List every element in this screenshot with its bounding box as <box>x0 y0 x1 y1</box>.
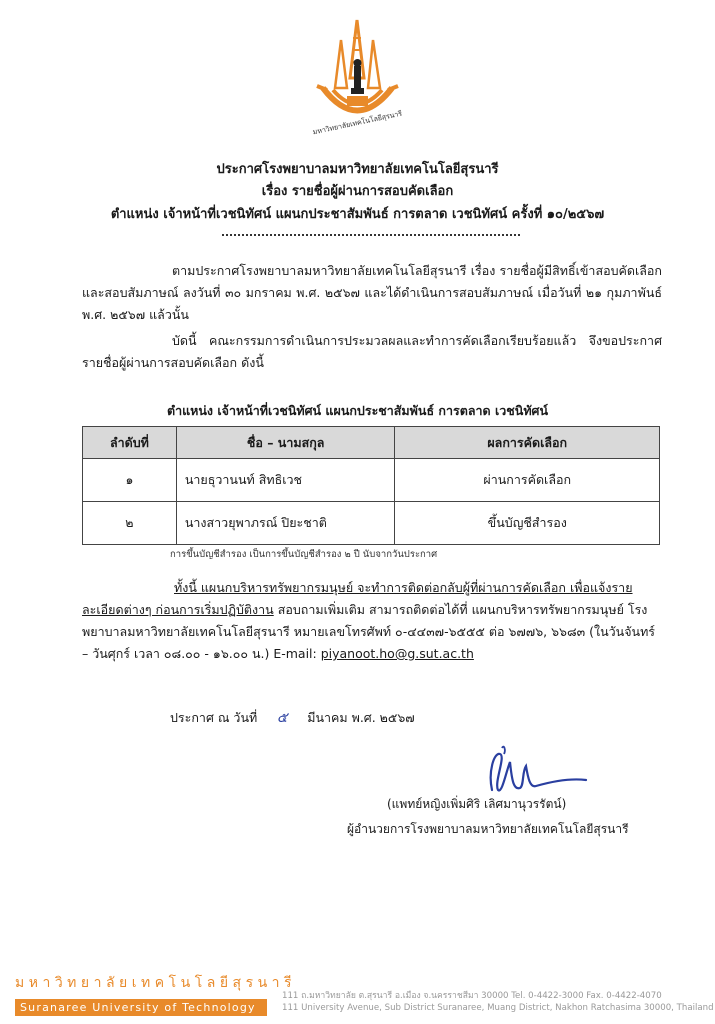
row-number: ๑ <box>83 459 177 502</box>
table-row <box>83 502 660 545</box>
date-day-handwritten: ๕ <box>276 710 288 726</box>
announcement-subject: เรื่อง รายชื่อผู้ผ่านการสอบคัดเลือก <box>261 184 454 199</box>
table-title: ตำแหน่ง เจ้าหน้าที่เวชนิทัศน์ แผนกประชาสัมพันธ์ การตลาด เวชนิทัศน์ <box>166 403 549 418</box>
email-link[interactable]: piyanoot.ho@g.sut.ac.th <box>320 646 474 661</box>
footer-university-thai: มหาวิทยาลัยเทคโนโลยีสุรนารี <box>15 975 297 991</box>
paragraph-contact <box>82 577 662 665</box>
paragraph-result-intro: บัดนี้ คณะกรรมการดำเนินการประมวลผลและทำการคัดเลือกเรียบร้อยแล้ว จึงขอประกาศรายชื่อผู้ผ่านการสอบคัดเลือก ดังนี้ <box>82 333 662 370</box>
table-header-row <box>83 427 660 459</box>
header-name: ชื่อ – นามสกุล <box>176 427 395 459</box>
row-name: นางสาวยุพาภรณ์ ปิยะชาติ <box>176 502 395 545</box>
paragraph-reference: ตามประกาศโรงพยาบาลมหาวิทยาลัยเทคโนโลยีสุรนารี เรื่อง รายชื่อผู้มีสิทธิ์เข้าสอบคัดเลือกและสอบสัมภาษณ์ ลงวันที่ ๓๐ มกราคม พ.ศ. ๒๕๖๗ และได้ดำเนินการสอบสัมภาษณ์ เมื่อวันที่ ๒๑ กุมภาพันธ์ พ.ศ. ๒๕๖๗ แล้วนั้น <box>82 263 662 322</box>
date-prefix: ประกาศ ณ วันที่ <box>170 710 258 725</box>
date-suffix: มีนาคม พ.ศ. ๒๕๖๗ <box>307 710 415 725</box>
table-row <box>83 459 660 502</box>
contact-underlined-text: ทั้งนี้ แผนกบริหารทรัพยากรมนุษย์ จะทำการติดต่อกลับผู้ที่ผ่านการคัดเลือก เพื่อแจ้งรายละเอียดต่างๆ ก่อนการเริ่มปฏิบัติงาน <box>82 580 633 617</box>
results-table <box>82 426 660 545</box>
row-name: นายธุวานนท์ สิทธิเวช <box>176 459 395 502</box>
signatory-name: (แพทย์หญิงเพิ่มศิริ เลิศมานุวรรัตน์) <box>387 797 567 811</box>
announcement-date <box>170 707 415 729</box>
row-result: ผ่านการคัดเลือก <box>395 459 660 502</box>
table-footnote: การขึ้นบัญชีสำรอง เป็นการขึ้นบัญชีสำรอง ๒ ปี นับจากวันประกาศ <box>170 549 438 560</box>
footer-address-english: 111 University Avenue, Sub District Suranaree, Muang District, Nakhon Ratchasima 30000, Thailand <box>282 1003 714 1013</box>
signature-icon <box>480 742 590 802</box>
header-result: ผลการคัดเลือก <box>395 427 660 459</box>
announcement-title: ประกาศโรงพยาบาลมหาวิทยาลัยเทคโนโลยีสุรนารี <box>216 162 499 177</box>
row-number: ๒ <box>83 502 177 545</box>
row-result: ขึ้นบัญชีสำรอง <box>395 502 660 545</box>
logo-caption: มหาวิทยาลัยเทคโนโลยีสุรนารี <box>312 109 403 137</box>
position-title: ตำแหน่ง เจ้าหน้าที่เวชนิทัศน์ แผนกประชาสัมพันธ์ การตลาด เวชนิทัศน์ ครั้งที่ ๑๐/๒๕๖๗ <box>110 207 605 222</box>
header-number: ลำดับที่ <box>83 427 177 459</box>
footer-address-thai: 111 ถ.มหาวิทยาลัย ต.สุรนารี อ.เมือง จ.นครราชสีมา 30000 Tel. 0-4422-3000 Fax. 0-4422-4070 <box>282 991 662 1001</box>
contact-details: สอบถามเพิ่มเติม สามารถติดต่อได้ที่ แผนกบริหารทรัพยากรมนุษย์ โรงพยาบาลมหาวิทยาลัยเทคโนโลยีสุรนารี หมายเลขโทรศัพท์ ๐-๔๔๓๗-๖๕๕๕ ต่อ ๖๗๗๖, ๖๖๘๓ (ในวันจันทร์ – วันศุกร์ เวลา ๐๘.๐๐ - ๑๖.๐๐ น.) E-mail: <box>82 602 656 661</box>
dotted-divider <box>222 234 520 236</box>
footer-university-english: Suranaree University of Technology <box>15 999 267 1016</box>
signatory-title: ผู้อำนวยการโรงพยาบาลมหาวิทยาลัยเทคโนโลยีสุรนารี <box>347 822 629 836</box>
